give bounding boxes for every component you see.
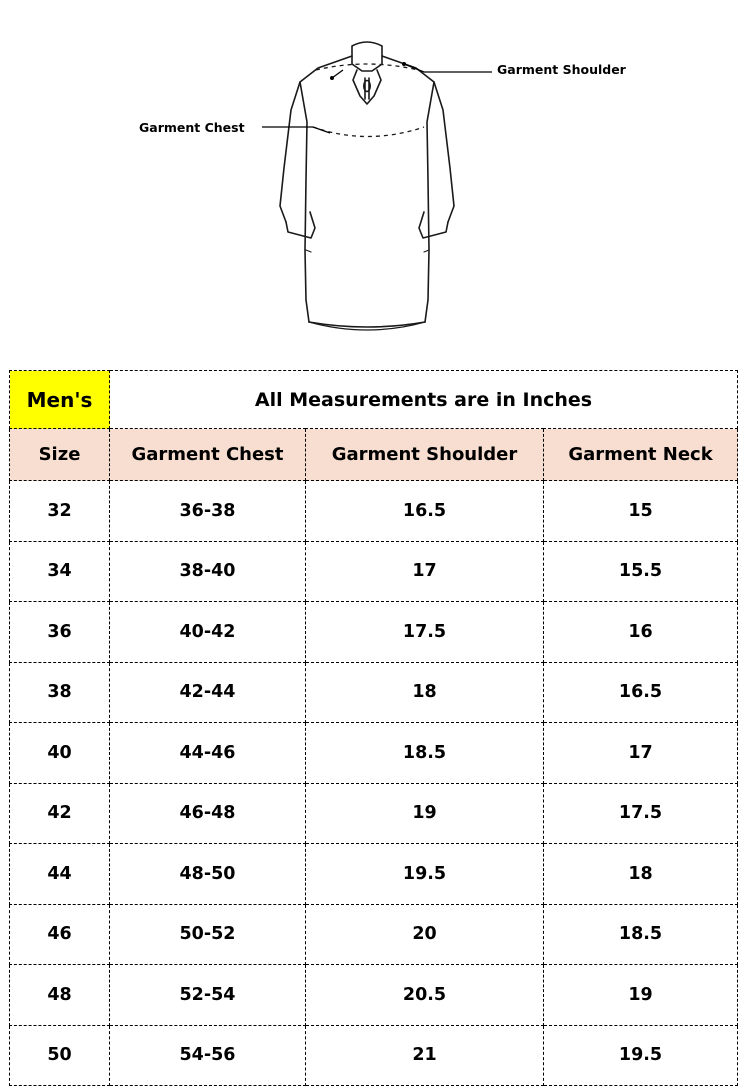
cell-shoulder: 16.5 [306, 481, 544, 542]
cell-shoulder: 20 [306, 904, 544, 965]
cell-chest: 40-42 [110, 602, 306, 663]
cell-neck: 17.5 [544, 783, 738, 844]
table-row [10, 783, 738, 844]
table-row [10, 844, 738, 905]
cell-chest: 36-38 [110, 481, 306, 542]
cell-size: 32 [10, 481, 110, 542]
cell-neck: 18 [544, 844, 738, 905]
cell-neck: 19.5 [544, 1025, 738, 1086]
cell-size: 44 [10, 844, 110, 905]
cell-chest: 52-54 [110, 965, 306, 1026]
cell-size: 50 [10, 1025, 110, 1086]
cell-chest: 48-50 [110, 844, 306, 905]
table-row [10, 541, 738, 602]
cell-neck: 15.5 [544, 541, 738, 602]
column-header-garment-neck: Garment Neck [544, 429, 738, 481]
cell-size: 48 [10, 965, 110, 1026]
column-header-garment-shoulder: Garment Shoulder [306, 429, 544, 481]
cell-size: 38 [10, 662, 110, 723]
table-title: All Measurements are in Inches [110, 371, 738, 429]
cell-shoulder: 17 [306, 541, 544, 602]
callout-label-garment-shoulder: Garment Shoulder [497, 62, 626, 77]
table-title-row [10, 371, 738, 429]
cell-size: 40 [10, 723, 110, 784]
table-row [10, 481, 738, 542]
garment-diagram [0, 0, 746, 360]
cell-shoulder: 19.5 [306, 844, 544, 905]
cell-neck: 16 [544, 602, 738, 663]
table-row [10, 965, 738, 1026]
cell-shoulder: 18 [306, 662, 544, 723]
cell-size: 34 [10, 541, 110, 602]
table-header-row [10, 429, 738, 481]
cell-shoulder: 18.5 [306, 723, 544, 784]
cell-chest: 42-44 [110, 662, 306, 723]
corner-label-mens: Men's [10, 371, 110, 429]
table-row [10, 723, 738, 784]
column-header-garment-chest: Garment Chest [110, 429, 306, 481]
cell-shoulder: 21 [306, 1025, 544, 1086]
table-row [10, 662, 738, 723]
cell-shoulder: 17.5 [306, 602, 544, 663]
table-row [10, 1025, 738, 1086]
table-row [10, 602, 738, 663]
cell-shoulder: 20.5 [306, 965, 544, 1026]
cell-chest: 46-48 [110, 783, 306, 844]
column-header-size: Size [10, 429, 110, 481]
cell-size: 46 [10, 904, 110, 965]
cell-chest: 44-46 [110, 723, 306, 784]
cell-neck: 19 [544, 965, 738, 1026]
size-chart-container [9, 370, 737, 1086]
cell-size: 36 [10, 602, 110, 663]
callout-label-garment-chest: Garment Chest [139, 120, 245, 135]
cell-neck: 15 [544, 481, 738, 542]
cell-chest: 54-56 [110, 1025, 306, 1086]
cell-neck: 16.5 [544, 662, 738, 723]
table-row [10, 904, 738, 965]
cell-chest: 50-52 [110, 904, 306, 965]
cell-neck: 18.5 [544, 904, 738, 965]
kurta-illustration [0, 0, 746, 360]
cell-chest: 38-40 [110, 541, 306, 602]
cell-neck: 17 [544, 723, 738, 784]
cell-size: 42 [10, 783, 110, 844]
size-chart-table [9, 370, 738, 1086]
cell-shoulder: 19 [306, 783, 544, 844]
